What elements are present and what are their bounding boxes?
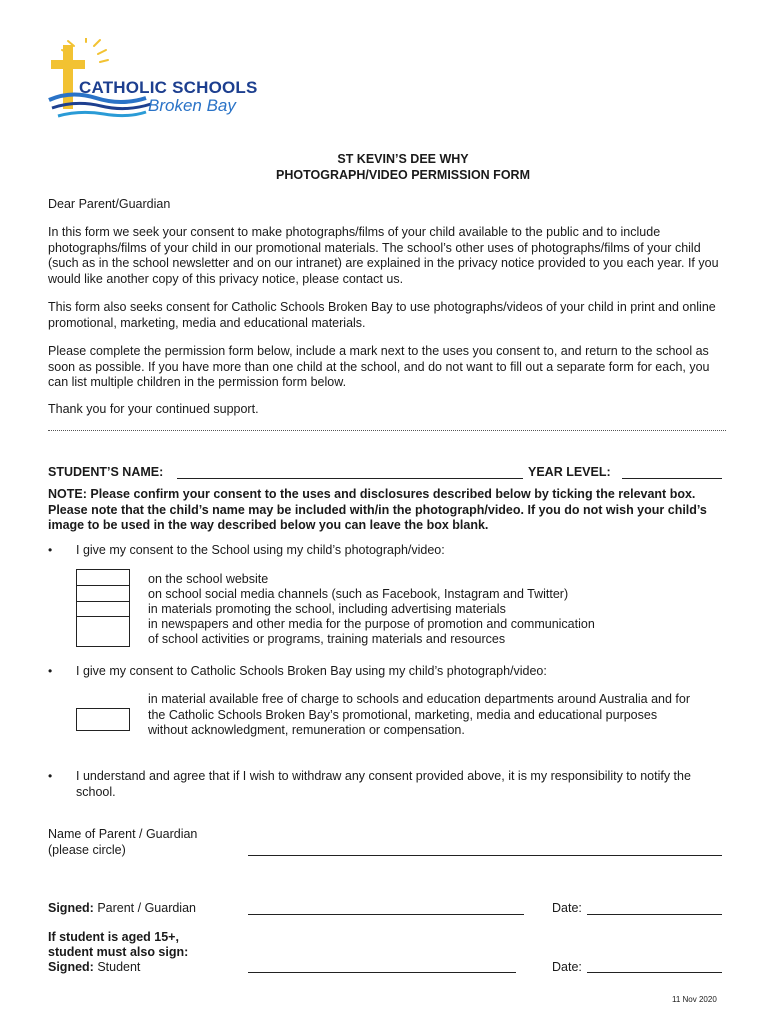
divider	[48, 430, 726, 431]
parent-date-field[interactable]	[587, 914, 722, 915]
bullet-1-glyph: •	[48, 543, 53, 557]
parent-signature-field[interactable]	[248, 914, 524, 915]
parent-name-field[interactable]	[248, 855, 722, 856]
instructions-paragraph: Please complete the permission form below, include a mark next to the uses you consent to, and return to the school as soon as possible. If you have more than one child at the school, and do not want to fill out a separate form for each, you can list multiple children in the permission form below.	[48, 344, 710, 389]
closing-line: Thank you for your continued support.	[48, 402, 259, 416]
checkbox-school-website[interactable]	[76, 569, 130, 586]
logo-text-broken-bay: Broken Bay	[148, 96, 236, 115]
school-name-title: ST KEVIN’S DEE WHY	[337, 152, 469, 166]
parent-name-label: Name of Parent / Guardian	[48, 827, 198, 841]
student-date-field[interactable]	[587, 972, 722, 973]
school-use-newspapers: in newspapers and other media for the purpose of promotion and communication	[148, 617, 595, 631]
checkbox-newspapers-media[interactable]	[76, 616, 130, 647]
csbb-use-description: in material available free of charge to schools and education departments around Australia and for the Catholic Schools Broken Bay’s promotional, marketing, media and educational purposes without acknowledgment, remuneration or compensation.	[148, 692, 690, 737]
parent-name-sublabel: (please circle)	[48, 843, 126, 857]
consent-note: NOTE: Please confirm your consent to the uses and disclosures described below by ticking the relevant box. Please note that the child’s name may be included with/in the photograph/video. If you do not wish your child’s image to be used in the way described below you can leave the box blank.	[48, 487, 707, 532]
logo-text-catholic-schools: CATHOLIC SCHOOLS	[79, 78, 258, 97]
student-signature-field[interactable]	[248, 972, 516, 973]
student-label: Student	[93, 960, 141, 974]
salutation: Dear Parent/Guardian	[48, 197, 171, 211]
parent-guardian-label: Parent / Guardian	[93, 901, 196, 915]
student-name-field[interactable]	[177, 478, 523, 479]
signed-student-label	[48, 960, 248, 976]
withdraw-consent-statement: I understand and agree that if I wish to withdraw any consent provided above, it is my responsibility to notify the school.	[76, 769, 691, 799]
catholic-schools-logo	[46, 38, 266, 130]
signed-bold-label-student: Signed:	[48, 960, 94, 974]
school-consent-statement: I give my consent to the School using my child’s photograph/video:	[76, 543, 445, 557]
parent-date-label: Date:	[552, 901, 582, 915]
checkbox-promotional-materials[interactable]	[76, 601, 130, 617]
signed-bold-label: Signed:	[48, 901, 94, 915]
school-use-promotion: in materials promoting the school, including advertising materials	[148, 602, 506, 616]
checkbox-csbb-use[interactable]	[76, 708, 130, 731]
school-use-training: of school activities or programs, training materials and resources	[148, 632, 506, 646]
student-age-note-line1: If student is aged 15+,	[48, 930, 179, 944]
year-level-field[interactable]	[622, 478, 722, 479]
bullet-3-glyph: •	[48, 769, 53, 783]
school-use-social: on school social media channels (such as Facebook, Instagram and Twitter)	[148, 587, 569, 601]
form-title: PHOTOGRAPH/VIDEO PERMISSION FORM	[276, 168, 530, 182]
student-age-note-line2: student must also sign:	[48, 945, 189, 959]
year-level-label: YEAR LEVEL:	[528, 465, 611, 479]
signed-parent-label	[48, 901, 248, 917]
csbb-consent-statement: I give my consent to Catholic Schools Broken Bay using my child’s photograph/video:	[76, 664, 547, 678]
intro-paragraph: In this form we seek your consent to make photographs/films of your child available to the public and to include photographs/films of your child in our promotional materials. The school’s other uses of photographs/films of your child (such as in the school newsletter and on our intranet) are explained in the privacy notice provided to you each year. If you would like another copy of this privacy notice, please contact us.	[48, 225, 719, 286]
student-date-label: Date:	[552, 960, 582, 974]
student-name-label: STUDENT’S NAME:	[48, 465, 164, 479]
csbb-paragraph: This form also seeks consent for Catholic Schools Broken Bay to use photographs/videos of your child in print and online promotional, marketing, media and educational materials.	[48, 300, 716, 330]
bullet-2-glyph: •	[48, 664, 53, 678]
checkbox-social-media[interactable]	[76, 585, 130, 602]
footer-date: 11 Nov 2020	[672, 995, 717, 1004]
school-use-website: on the school website	[148, 572, 269, 586]
